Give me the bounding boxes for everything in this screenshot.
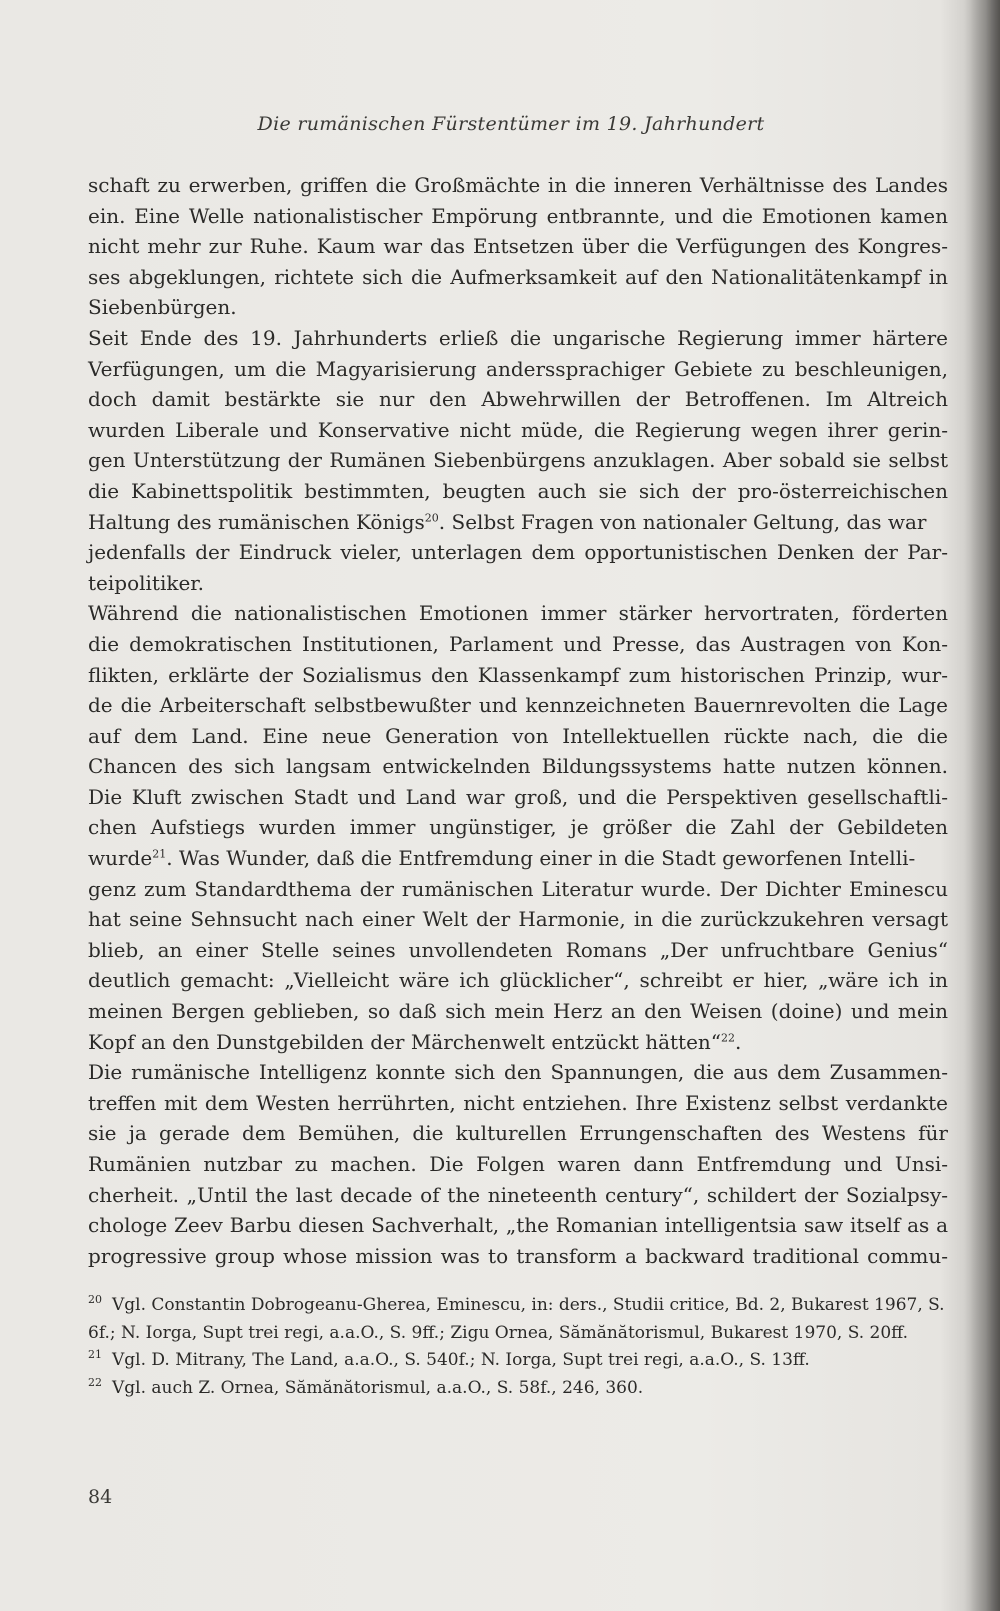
text-line: Während die nationalistischen Emotionen immer stärker hervortraten, förderten [88, 601, 948, 626]
footnote-22 [88, 1375, 948, 1403]
footnote-text: Vgl. Constantin Dobrogeanu-Gherea, Eminescu, in: ders., Studii critice, Bd. 2, Bukarest 1967, S. 6f.; N. Iorga, Supt trei regi, a.a.O., S. 9ff.; Zigu Ornea, Sămănătorismul, Bukarest 1970, S. 20ff. [88, 1295, 945, 1343]
text-line: cherheit. „Until the last decade of the nineteenth century“, schildert der Sozialpsy- [88, 1182, 948, 1207]
text-line: Rumänien nutzbar zu machen. Die Folgen waren dann Entfremdung und Unsi- [88, 1152, 948, 1176]
footnotes [88, 1292, 948, 1402]
text-line: progressive group whose mission was to transform a backward traditional commu- [88, 1243, 948, 1268]
text-line: wurden Liberale und Konservative nicht müde, die Regierung wegen ihrer gerin- [88, 417, 948, 442]
text-line: auf dem Land. Eine neue Generation von Intellektuellen rückte nach, die die [88, 723, 948, 748]
text-fragment: . [735, 1029, 742, 1054]
text-line: chologe Zeev Barbu diesen Sachverhalt, „the Romanian intelligentsia saw itself as a [88, 1213, 948, 1238]
text-line: blieb, an einer Stelle seines unvollendeten Romans „Der unfruchtbare Genius“ [88, 937, 948, 962]
footnote-number: 21 [88, 1348, 102, 1362]
text-line: nicht mehr zur Ruhe. Kaum war das Entsetzen über die Verfügungen des Kongres- [88, 234, 948, 259]
text-fragment: Kopf an den Dunstgebilden der Märchenwelt entzückt hätten“ [88, 1029, 722, 1054]
text-line: die Kabinettspolitik bestimmten, beugten auch sie sich der pro-österreichischen [88, 478, 948, 503]
text-line: gen Unterstützung der Rumänen Siebenbürgens anzuklagen. Aber sobald sie selbst [88, 448, 948, 473]
page-number: 84 [88, 1486, 113, 1508]
footnote-ref-21[interactable]: 21 [152, 847, 167, 861]
text-line: Verfügungen, um die Magyarisierung anderssprachiger Gebiete zu beschleunigen, [88, 356, 948, 381]
text-fragment: . Was Wunder, daß die Entfremdung einer in die Stadt geworfenen Intelli- [166, 846, 916, 871]
text-line: deutlich gemacht: „Vielleicht wäre ich glücklicher“, schreibt er hier, „wäre ich in [88, 968, 948, 993]
footnote-ref-20[interactable]: 20 [424, 510, 439, 524]
footnote-number: 20 [88, 1293, 102, 1307]
footnote-text: Vgl. D. Mitrany, The Land, a.a.O., S. 540f.; N. Iorga, Supt trei regi, a.a.O., S. 13ff. [112, 1350, 810, 1370]
text-line: die demokratischen Institutionen, Parlament und Presse, das Austragen von Kon- [88, 631, 948, 656]
text-line: Seit Ende des 19. Jahrhunderts erließ die ungarische Regierung immer härtere [88, 325, 948, 350]
text-line: teipolitiker. [88, 570, 205, 595]
text-line: Die Kluft zwischen Stadt und Land war groß, und die Perspektiven gesellschaftli- [88, 784, 948, 809]
text-line [88, 507, 948, 538]
text-line: ein. Eine Welle nationalistischer Empörung entbrannte, und die Emotionen kamen [88, 203, 948, 228]
text-line: treffen mit dem Westen herrührten, nicht entziehen. Ihre Existenz selbst verdankte [88, 1090, 948, 1115]
text-line: flikten, erklärte der Sozialismus den Klassenkampf zum historischen Prinzip, wur- [88, 662, 948, 687]
text-line: Die rumänische Intelligenz konnte sich den Spannungen, die aus dem Zusammen- [88, 1060, 948, 1085]
footnote-20 [88, 1292, 948, 1347]
body-text [88, 170, 948, 1271]
text-line: schaft zu erwerben, griffen die Großmächte in die inneren Verhältnisse des Landes [88, 173, 948, 197]
text-line: de die Arbeiterschaft selbstbewußter und kennzeichneten Bauernrevolten die Lage [88, 693, 948, 718]
text-fragment: wurde [88, 846, 153, 871]
running-head: Die rumänischen Fürstentümer im 19. Jahrhundert [257, 113, 765, 135]
text-line: Siebenbürgen. [88, 295, 237, 320]
footnote-21 [88, 1347, 948, 1375]
text-line: sie ja gerade dem Bemühen, die kulturellen Errungenschaften des Westens für [88, 1121, 948, 1146]
text-line [88, 843, 948, 874]
text-line: genz zum Standardthema der rumänischen Literatur wurde. Der Dichter Eminescu [88, 876, 948, 901]
text-line: chen Aufstiegs wurden immer ungünstiger, je größer die Zahl der Gebildeten [88, 815, 948, 840]
text-line: hat seine Sehnsucht nach einer Welt der Harmonie, in die zurückzukehren versagt [88, 907, 948, 932]
page-gutter-shadow [964, 0, 1000, 1611]
text-line: ses abgeklungen, richtete sich die Aufmerksamkeit auf den Nationalitätenkampf in [88, 264, 948, 289]
text-line: doch damit bestärkte sie nur den Abwehrwillen der Betroffenen. Im Altreich [88, 387, 948, 412]
text-fragment: Haltung des rumänischen Königs [88, 509, 425, 534]
text-fragment: . Selbst Fragen von nationaler Geltung, das war [438, 509, 927, 534]
text-line: jedenfalls der Eindruck vieler, unterlagen dem opportunistischen Denken der Par- [88, 540, 948, 565]
text-line: Chancen des sich langsam entwickelnden Bildungssystems hatte nutzen können. [88, 754, 948, 779]
footnote-number: 22 [88, 1375, 102, 1389]
text-line [88, 1027, 948, 1058]
footnote-ref-22[interactable]: 22 [721, 1030, 736, 1044]
text-line: meinen Bergen geblieben, so daß sich mein Herz an den Weisen (doine) und mein [88, 999, 948, 1024]
footnote-text: Vgl. auch Z. Ornea, Sămănătorismul, a.a.O., S. 58f., 246, 360. [112, 1377, 644, 1398]
